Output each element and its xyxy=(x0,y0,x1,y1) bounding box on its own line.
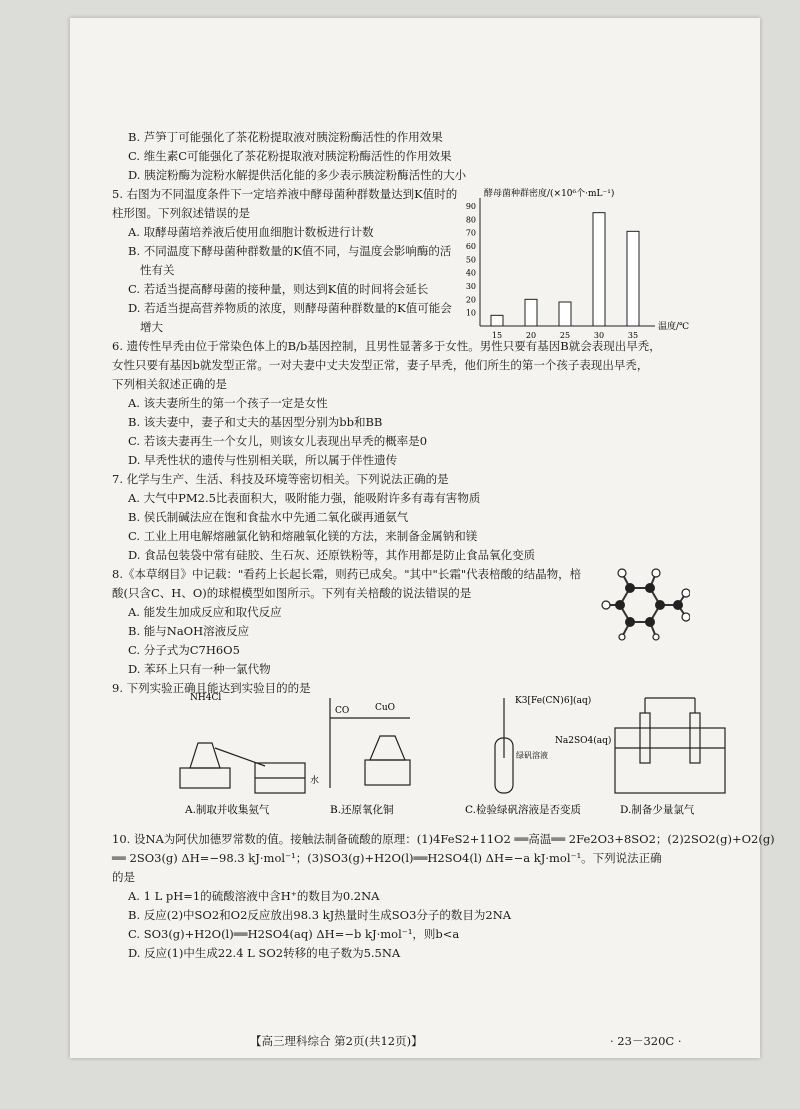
q6-option-b: B. 该夫妻中，妻子和丈夫的基因型分别为bb和BB xyxy=(128,415,383,429)
chart-xlabel: 温度/℃ xyxy=(658,322,690,332)
label-na2so4: Na2SO4(aq) xyxy=(555,736,612,746)
bar-30 xyxy=(593,213,605,326)
q8-option-d: D. 苯环上只有一种一氯代物 xyxy=(128,662,271,676)
bar-35 xyxy=(627,231,639,326)
q5-option-d-cont: 增大 xyxy=(140,320,163,334)
y-tick-label: 70 xyxy=(465,228,476,238)
caption-d: D.制备少量氯气 xyxy=(620,804,695,816)
q7-stem: 7. 化学与生产、生活、科技及环境等密切相关。下列说法正确的是 xyxy=(112,472,449,486)
y-tick-label: 50 xyxy=(465,255,476,265)
y-tick-label: 40 xyxy=(465,268,476,278)
q10-stem-3: 的是 xyxy=(112,870,135,884)
label-cuo: CuO xyxy=(375,703,396,713)
q6-option-a: A. 该夫妻所生的第一个孩子一定是女性 xyxy=(128,396,328,410)
q6-option-d: D. 早秃性状的遗传与性别相关联，所以属于伴性遗传 xyxy=(128,453,398,467)
q5-option-b: B. 不同温度下酵母菌种群数量的K值不同，与温度会影响酶的活 xyxy=(128,244,452,258)
q6-stem-1: 6. 遗传性早秃由位于常染色体上的B/b基因控制，且男性显著多于女性。男性只要有基因B就会表现出早秃， xyxy=(112,339,661,353)
q8-option-b: B. 能与NaOH溶液反应 xyxy=(128,624,250,638)
q10-stem-1: 10. 设NA为阿伏加德罗常数的值。接触法制备硫酸的原理：(1)4FeS2+11O2 ══高温══ 2Fe2O3+8SO2；(2)2SO2(g)+O2(g) xyxy=(112,832,775,846)
y-tick-label: 60 xyxy=(465,242,476,251)
y-tick-label: 20 xyxy=(465,295,476,305)
x-tick-label: 20 xyxy=(525,331,537,340)
q5-option-d: D. 若适当提高营养物质的浓度，则酵母菌种群数量的K值可能会 xyxy=(128,301,452,315)
experiment-apparatus-figures xyxy=(170,688,730,818)
chart-ylabel: 酵母菌种群密度/(×10⁶个·mL⁻¹) xyxy=(484,189,615,199)
q4-option-c: C. 维生素C可能强化了茶花粉提取液对胰淀粉酶活性的作用效果 xyxy=(128,149,452,163)
bar-20 xyxy=(525,299,537,326)
bar-25 xyxy=(559,302,571,326)
q9-stem: 9. 下列实验正确且能达到实验目的的是 xyxy=(112,681,311,695)
q7-option-b: B. 侯氏制碱法应在饱和食盐水中先通二氧化碳再通氨气 xyxy=(128,510,409,524)
q5-option-b-cont: 性有关 xyxy=(140,263,175,277)
q10-option-b: B. 反应(2)中SO2和O2反应放出98.3 kJ热量时生成SO3分子的数目为2NA xyxy=(128,908,512,922)
y-tick-label: 10 xyxy=(465,308,476,318)
q4-option-d: D. 胰淀粉酶为淀粉水解提供活化能的多少表示胰淀粉酶活性的大小 xyxy=(128,168,467,182)
q6-stem-2: 女性只要有基因b就发型正常。一对夫妻中丈夫发型正常，妻子早秃，他们所生的第一个孩子表现出早秃， xyxy=(112,358,649,372)
bar-15 xyxy=(491,315,503,326)
caption-c: C.检验绿矾溶液是否变质 xyxy=(465,804,581,816)
q10-stem-2: ══ 2SO3(g) ΔH=−98.3 kJ·mol⁻¹；(3)SO3(g)+H2O(l)══H2SO4(l) ΔH=−a kJ·mol⁻¹。下列说法正确 xyxy=(112,851,662,865)
q5-option-c: C. 若适当提高酵母菌的接种量，则达到K值的时间将会延长 xyxy=(128,282,429,296)
label-lvfan: 绿矾溶液 xyxy=(516,751,548,760)
q5-option-a: A. 取酵母菌培养液后使用血细胞计数板进行计数 xyxy=(128,225,374,239)
q8-stem-1: 8.《本草纲目》中记载："看药上长起长霜，则药已成矣。"其中"长霜"代表棓酸的结晶物，棓 xyxy=(112,567,582,581)
caption-a: A.制取并收集氨气 xyxy=(185,804,270,816)
yeast-density-bar-chart xyxy=(450,186,700,346)
exam-page xyxy=(70,18,775,1058)
q8-option-c: C. 分子式为C7H6O5 xyxy=(128,643,240,657)
q5-stem-1: 5. 右图为不同温度条件下一定培养液中酵母菌种群数量达到K值时的 xyxy=(112,187,458,201)
footer-page-info: 【高三理科综合 第2页(共12页)】 xyxy=(250,1034,423,1048)
footer-code: · 23－320C · xyxy=(610,1034,682,1048)
caption-b: B.还原氧化铜 xyxy=(330,804,394,816)
y-tick-label: 80 xyxy=(465,215,476,225)
label-water: 水 xyxy=(310,776,320,786)
q7-option-a: A. 大气中PM2.5比表面积大，吸附能力强，能吸附许多有毒有害物质 xyxy=(128,491,481,505)
label-k3fecn6: K3[Fe(CN)6](aq) xyxy=(515,696,592,706)
q7-option-c: C. 工业上用电解熔融氯化钠和熔融氧化镁的方法，来制备金属钠和镁 xyxy=(128,529,478,543)
q8-option-a: A. 能发生加成反应和取代反应 xyxy=(128,605,282,619)
q10-option-c: C. SO3(g)+H2O(l)══H2SO4(aq) ΔH=−b kJ·mol⁻¹，则b<a xyxy=(128,927,460,941)
x-tick-label: 30 xyxy=(593,331,605,340)
q4-option-b: B. 芦笋丁可能强化了茶花粉提取液对胰淀粉酶活性的作用效果 xyxy=(128,130,443,144)
q7-option-d: D. 食品包装袋中常有硅胶、生石灰、还原铁粉等，其作用都是防止食品氧化变质 xyxy=(128,548,536,562)
y-tick-label: 30 xyxy=(465,282,476,291)
q6-option-c: C. 若该夫妻再生一个女儿，则该女儿表现出早秃的概率是0 xyxy=(128,434,428,448)
y-tick-label: 90 xyxy=(465,202,476,211)
label-co: CO xyxy=(335,706,350,716)
x-tick-label: 35 xyxy=(627,331,639,340)
q6-stem-3: 下列相关叙述正确的是 xyxy=(112,377,227,391)
gallic-acid-ball-stick-model xyxy=(600,563,690,643)
q10-option-d: D. 反应(1)中生成22.4 L SO2转移的电子数为5.5NA xyxy=(128,946,401,960)
q10-option-a: A. 1 L pH=1的硫酸溶液中含H⁺的数目为0.2NA xyxy=(128,889,380,903)
x-tick-label: 25 xyxy=(559,331,571,340)
x-tick-label: 15 xyxy=(491,331,503,340)
q8-stem-2: 酸(只含C、H、O)的球棍模型如图所示。下列有关棓酸的说法错误的是 xyxy=(112,586,472,600)
label-nh4cl: NH4Cl xyxy=(190,693,222,703)
q5-stem-2: 柱形图。下列叙述错误的是 xyxy=(112,206,250,220)
